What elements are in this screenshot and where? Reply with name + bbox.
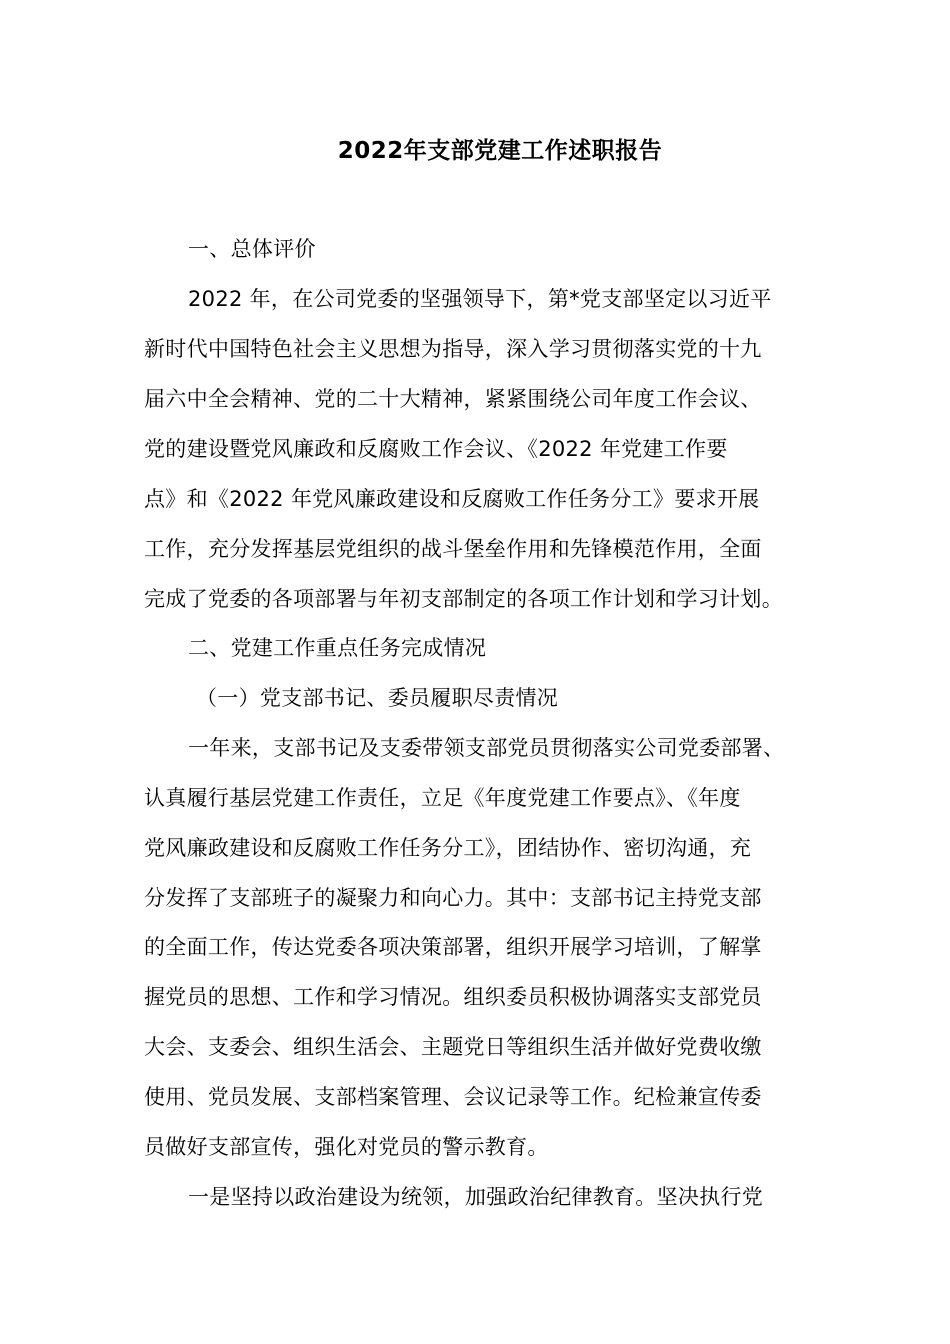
document-title: 2022年支部党建工作述职报告 (337, 138, 663, 164)
paragraph-line: 完成了党委的各项部署与年初支部制定的各项工作计划和学习计划。 (144, 587, 783, 611)
paragraph-line: 使用、党员发展、支部档案管理、会议记录等工作。纪检兼宣传委 (144, 1085, 762, 1109)
paragraph-line: 党的建设暨党风廉政和反腐败工作会议、《2022 年党建工作要 (144, 437, 728, 461)
subheading-duties: （一）党支部书记、委员履职尽责情况 (196, 686, 559, 710)
paragraph-line: 一是坚持以政治建设为统领，加强政治纪律教育。坚决执行党 (188, 1185, 764, 1209)
paragraph-line: 一年来，支部书记及支委带领支部党员贯彻落实公司党委部署、 (188, 736, 785, 760)
paragraph-line: 新时代中国特色社会主义思想为指导，深入学习贯彻落实党的十九 (144, 337, 762, 361)
paragraph-line: 工作，充分发挥基层党组织的战斗堡垒作用和先锋模范作用，全面 (144, 537, 762, 561)
paragraph-line: 的全面工作，传达党委各项决策部署，组织开展学习培训，了解掌 (144, 935, 762, 959)
paragraph-line: 2022 年，在公司党委的坚强领导下，第*党支部坚定以习近平 (188, 287, 772, 311)
paragraph-line: 分发挥了支部班子的凝聚力和向心力。其中：支部书记主持党支部 (144, 886, 762, 910)
heading-overall-evaluation: 一、总体评价 (188, 237, 316, 261)
paragraph-line: 认真履行基层党建工作责任，立足《年度党建工作要点》、《年度 (144, 786, 741, 810)
paragraph-line: 握党员的思想、工作和学习情况。组织委员积极协调落实支部党员 (144, 985, 762, 1009)
paragraph-line: 届六中全会精神、党的二十大精神，紧紧围绕公司年度工作会议、 (144, 387, 762, 411)
paragraph-line: 点》和《2022 年党风廉政建设和反腐败工作任务分工》要求开展 (144, 487, 760, 511)
paragraph-line: 党风廉政建设和反腐败工作任务分工》，团结协作、密切沟通，充 (144, 836, 752, 860)
heading-key-tasks: 二、党建工作重点任务完成情况 (188, 636, 487, 660)
paragraph-line: 大会、支委会、组织生活会、主题党日等组织生活并做好党费收缴 (144, 1035, 762, 1059)
paragraph-line: 员做好支部宣传，强化对党员的警示教育。 (144, 1135, 549, 1159)
